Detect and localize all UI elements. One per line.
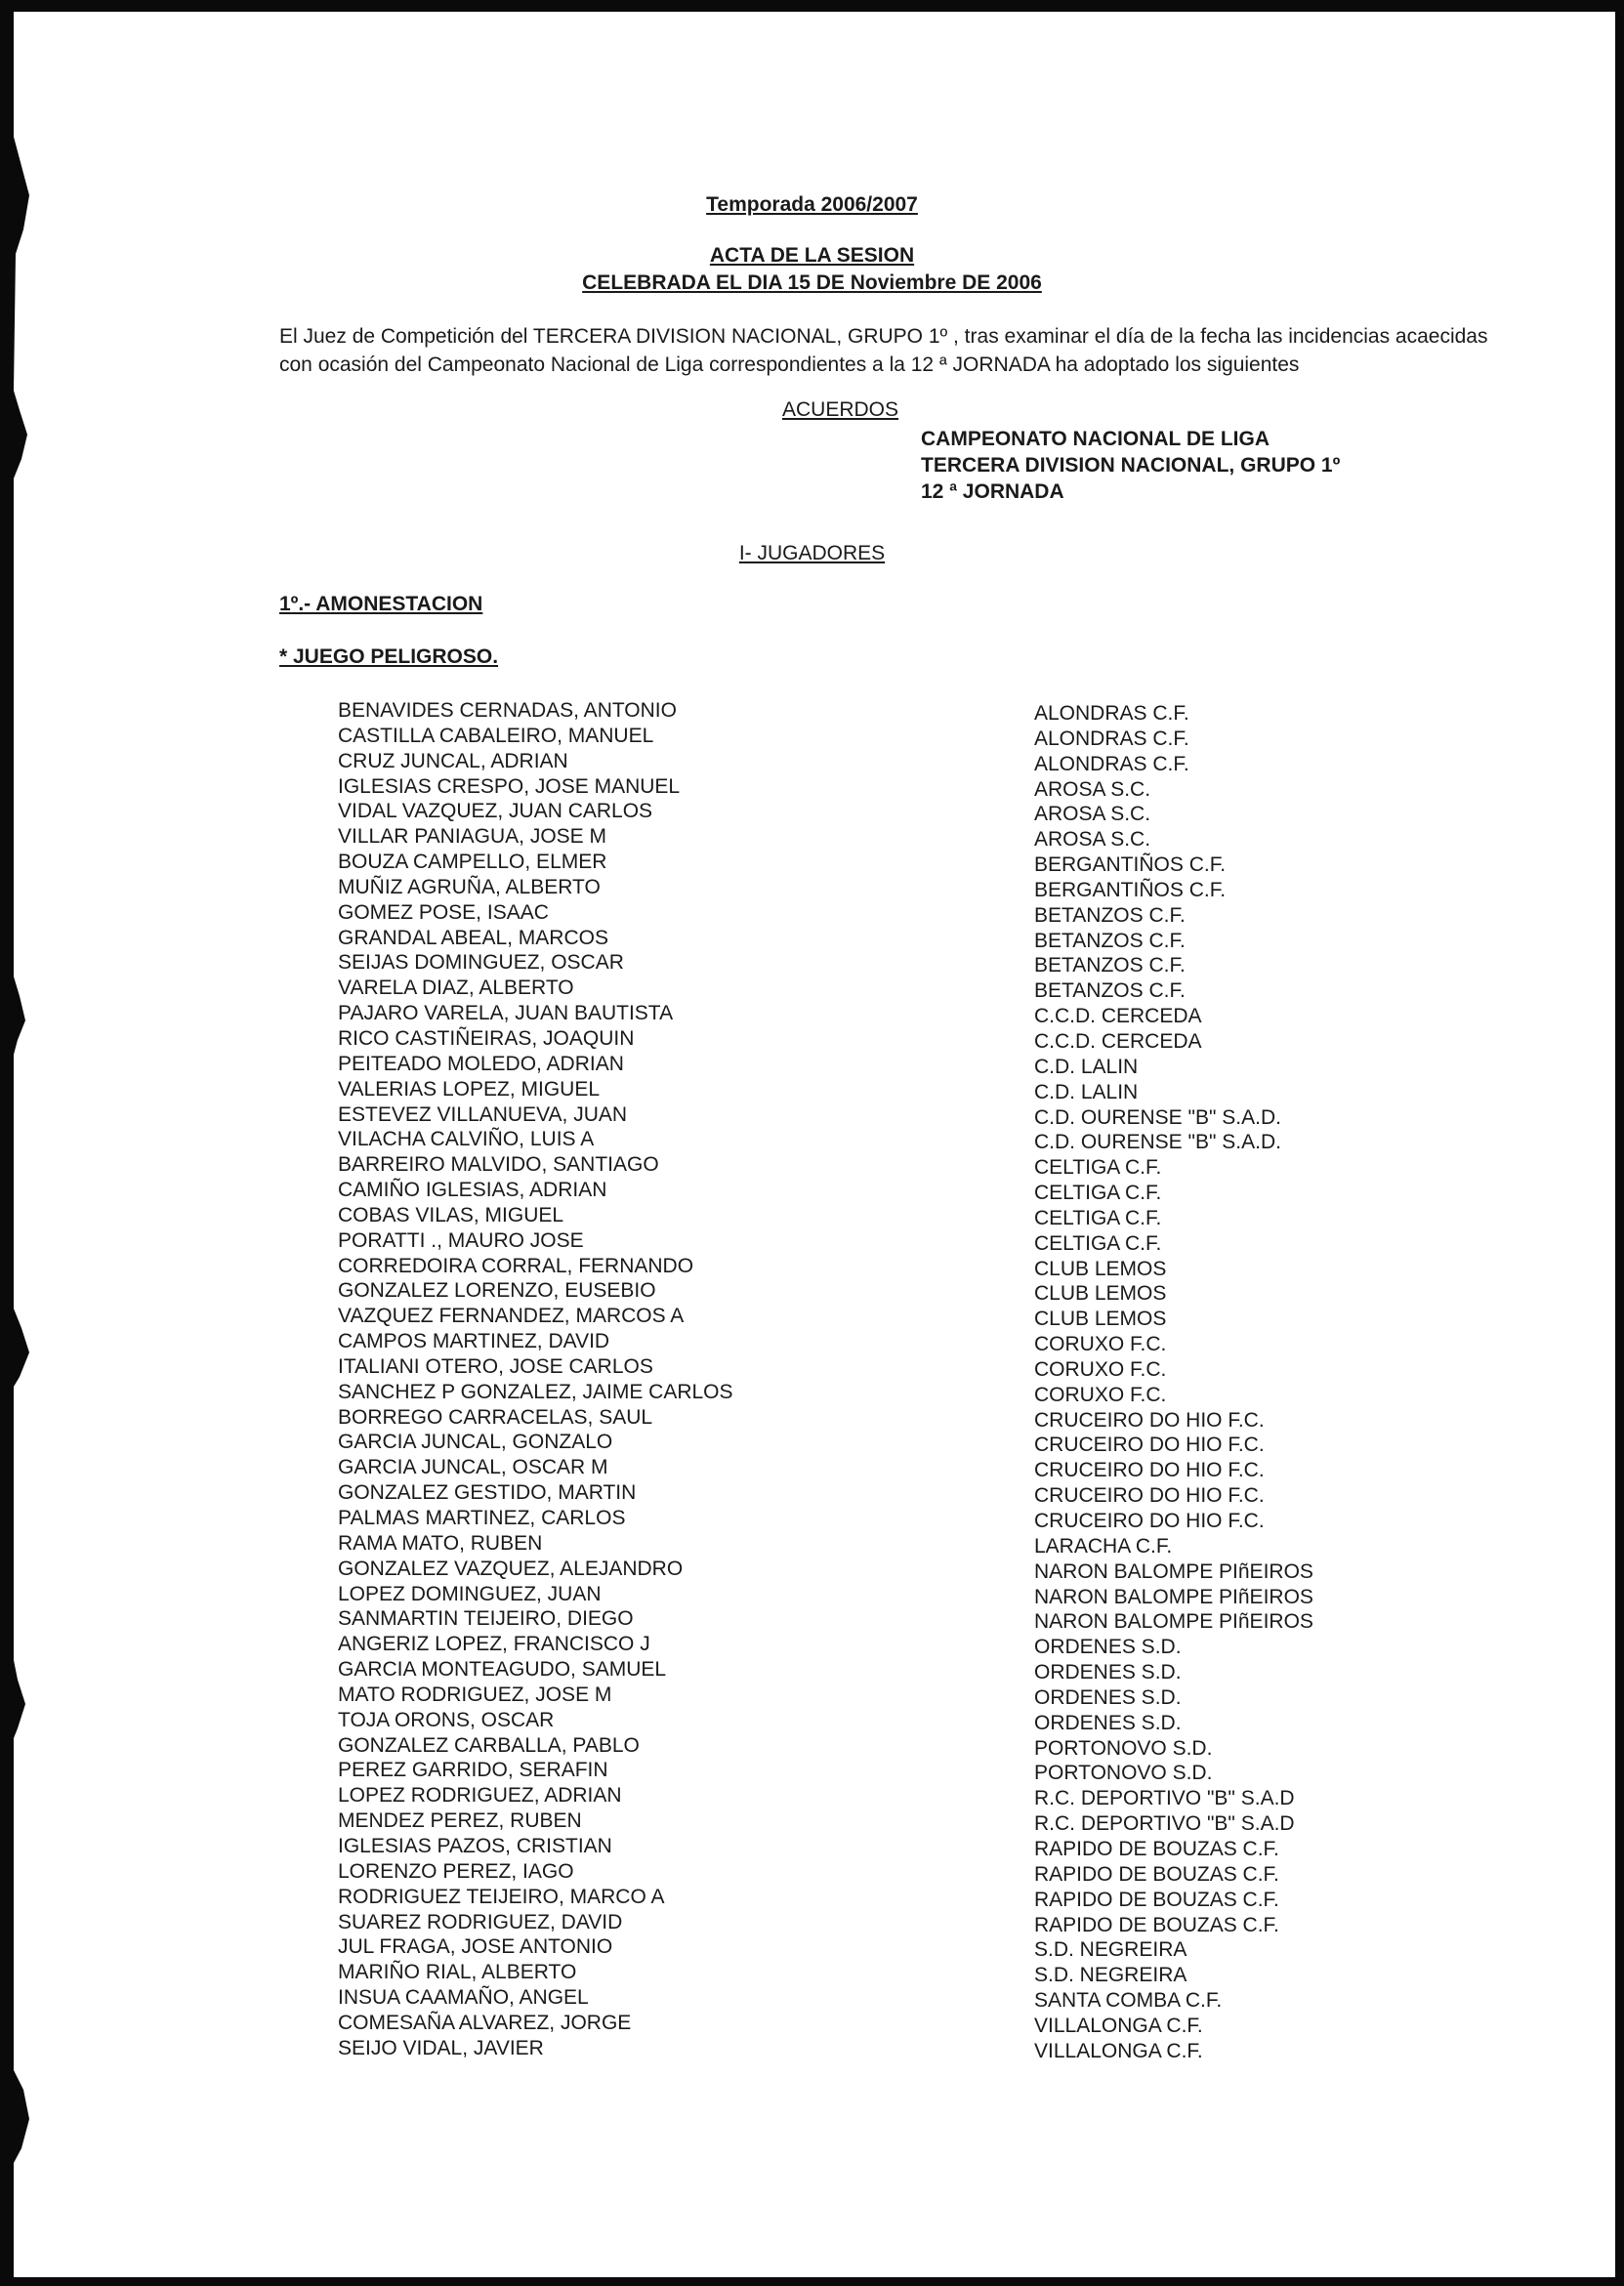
club-name: AROSA S.C. [1034,777,1151,801]
player-name: COBAS VILAS, MIGUEL [338,1203,564,1226]
club-name: CRUCEIRO DO HIO F.C. [1034,1459,1265,1482]
club-name: S.D. NEGREIRA [1034,1938,1187,1962]
competition-line-3: 12 ª JORNADA [921,480,1064,503]
player-name: VILLAR PANIAGUA, JOSE M [338,825,607,849]
player-name: VILACHA CALVIÑO, LUIS A [338,1128,595,1151]
player-name: IGLESIAS CRESPO, JOSE MANUEL [338,774,681,798]
player-list [338,698,733,2061]
club-name: CLUB LEMOS [1034,1308,1167,1331]
player-name: GARCIA JUNCAL, GONZALO [338,1431,613,1454]
player-name: INSUA CAAMAÑO, ANGEL [338,1986,589,2010]
club-name: BERGANTIÑOS C.F. [1034,878,1227,901]
club-name: CRUCEIRO DO HIO F.C. [1034,1484,1265,1508]
player-name: VAZQUEZ FERNANDEZ, MARCOS A [338,1305,685,1328]
player-name: PALMAS MARTINEZ, CARLOS [338,1507,626,1529]
club-name: PORTONOVO S.D. [1034,1762,1213,1785]
club-name: RAPIDO DE BOUZAS C.F. [1034,1862,1279,1886]
player-name: GONZALEZ CARBALLA, PABLO [338,1733,640,1757]
club-name: NARON BALOMPE PIñEIROS [1034,1585,1313,1608]
player-name: SANCHEZ P GONZALEZ, JAIME CARLOS [338,1380,733,1403]
player-name: BENAVIDES CERNADAS, ANTONIO [338,699,677,722]
section-title-wrap [0,542,1624,565]
club-name: CELTIGA C.F. [1034,1182,1162,1205]
player-name: RODRIGUEZ TEIJEIRO, MARCO A [338,1885,665,1908]
intro-paragraph: El Juez de Competición del TERCERA DIVISION NACIONAL, GRUPO 1º , tras examinar el día de la fecha las incidencias acaecidas con ocasión del Campeonato Nacional de Liga correspondientes a la 12 ª JORNADA ha adoptado los siguientes [279,325,1488,376]
player-name: ITALIANI OTERO, JOSE CARLOS [338,1354,653,1378]
season-header [0,193,1624,217]
club-name: ORDENES S.D. [1034,1661,1182,1684]
club-name: CORUXO F.C. [1034,1383,1167,1406]
club-name: BETANZOS C.F. [1034,954,1186,977]
club-name: CELTIGA C.F. [1034,1156,1162,1180]
player-name: RICO CASTIÑEIRAS, JOAQUIN [338,1026,635,1050]
club-name: C.C.D. CERCEDA [1034,1029,1202,1053]
acuerdos-label: ACUERDOS [782,398,899,421]
player-name: LOPEZ RODRIGUEZ, ADRIAN [338,1784,622,1808]
player-name: CASTILLA CABALEIRO, MANUEL [338,724,654,747]
club-name: CLUB LEMOS [1034,1282,1167,1306]
club-name: RAPIDO DE BOUZAS C.F. [1034,1913,1279,1936]
player-name: GRANDAL ABEAL, MARCOS [338,926,608,949]
player-name: TOJA ORONS, OSCAR [338,1708,555,1731]
player-name: MATO RODRIGUEZ, JOSE M [338,1683,612,1706]
club-name: ALONDRAS C.F. [1034,727,1189,750]
player-name: VARELA DIAZ, ALBERTO [338,977,574,1000]
player-name: SUAREZ RODRIGUEZ, DAVID [338,1910,623,1933]
club-name: C.D. OURENSE "B" S.A.D. [1034,1131,1281,1154]
player-name: GARCIA JUNCAL, OSCAR M [338,1456,608,1479]
club-name: RAPIDO DE BOUZAS C.F. [1034,1837,1279,1860]
player-name: BARREIRO MALVIDO, SANTIAGO [338,1153,659,1177]
club-name: R.C. DEPORTIVO "B" S.A.D [1034,1812,1295,1836]
club-name: CRUCEIRO DO HIO F.C. [1034,1408,1265,1432]
club-name: AROSA S.C. [1034,828,1151,852]
player-name: PEITEADO MOLEDO, ADRIAN [338,1052,624,1075]
club-name: C.D. LALIN [1034,1055,1139,1078]
club-name: CRUCEIRO DO HIO F.C. [1034,1510,1265,1532]
club-name: NARON BALOMPE PIñEIROS [1034,1559,1313,1583]
club-name: SANTA COMBA C.F. [1034,1989,1223,2013]
competition-line-1: CAMPEONATO NACIONAL DE LIGA [921,428,1270,450]
club-name: PORTONOVO S.D. [1034,1736,1213,1760]
club-name: CRUCEIRO DO HIO F.C. [1034,1434,1265,1457]
player-name: CAMIÑO IGLESIAS, ADRIAN [338,1179,607,1202]
section-title: I- JUGADORES [738,542,886,564]
player-name: CAMPOS MARTINEZ, DAVID [338,1330,610,1353]
club-name: R.C. DEPORTIVO "B" S.A.D [1034,1787,1295,1810]
club-name: CORUXO F.C. [1034,1357,1167,1381]
club-name: BETANZOS C.F. [1034,929,1186,952]
player-name: LOPEZ DOMINGUEZ, JUAN [338,1582,602,1605]
player-name: GONZALEZ GESTIDO, MARTIN [338,1481,637,1505]
player-name: SEIJAS DOMINGUEZ, OSCAR [338,951,624,975]
player-name: JUL FRAGA, JOSE ANTONIO [338,1935,613,1959]
player-name: GONZALEZ LORENZO, EUSEBIO [338,1279,656,1303]
club-name: LARACHA C.F. [1034,1534,1173,1558]
acta-title: ACTA DE LA SESION [709,244,915,267]
competition-block [921,426,1340,505]
club-name: CLUB LEMOS [1034,1257,1167,1280]
club-name: CELTIGA C.F. [1034,1231,1162,1255]
player-name: GOMEZ POSE, ISAAC [338,900,549,924]
torn-left-edge [0,0,39,2286]
player-name: BOUZA CAMPELLO, ELMER [338,851,607,874]
club-list [1034,701,1313,2064]
club-name: ORDENES S.D. [1034,1711,1182,1734]
player-name: SANMARTIN TEIJEIRO, DIEGO [338,1607,634,1631]
club-name: NARON BALOMPE PIñEIROS [1034,1610,1313,1634]
club-name: BERGANTIÑOS C.F. [1034,853,1227,877]
player-name: COMESAÑA ALVAREZ, JORGE [338,2011,632,2034]
club-name: VILLALONGA C.F. [1034,2014,1203,2037]
player-name: SEIJO VIDAL, JAVIER [338,2036,544,2059]
player-name: GARCIA MONTEAGUDO, SAMUEL [338,1658,667,1682]
club-name: S.D. NEGREIRA [1034,1964,1187,1987]
club-name: VILLALONGA C.F. [1034,2039,1203,2062]
club-name: C.D. OURENSE "B" S.A.D. [1034,1105,1281,1129]
club-name: ORDENES S.D. [1034,1685,1182,1709]
player-name: PORATTI ., MAURO JOSE [338,1228,584,1252]
sanction-heading: 1º.- AMONESTACION [279,593,483,615]
acta-date: CELEBRADA EL DIA 15 DE Noviembre DE 2006 [582,271,1042,294]
player-name: PAJARO VARELA, JUAN BAUTISTA [338,1002,674,1025]
player-name: VALERIAS LOPEZ, MIGUEL [338,1077,601,1101]
club-name: CELTIGA C.F. [1034,1206,1162,1229]
club-name: AROSA S.C. [1034,803,1151,826]
competition-line-2: TERCERA DIVISION NACIONAL, GRUPO 1º [921,454,1341,477]
player-name: GONZALEZ VAZQUEZ, ALEJANDRO [338,1557,684,1580]
player-name: MUÑIZ AGRUÑA, ALBERTO [338,875,601,898]
player-name: PEREZ GARRIDO, SERAFIN [338,1759,608,1782]
club-name: ORDENES S.D. [1034,1636,1182,1659]
club-name: C.C.D. CERCEDA [1034,1005,1202,1028]
player-name: CORREDOIRA CORRAL, FERNANDO [338,1254,694,1277]
player-name: ANGERIZ LOPEZ, FRANCISCO J [338,1633,650,1656]
club-name: BETANZOS C.F. [1034,903,1186,927]
player-name: MENDEZ PEREZ, RUBEN [338,1809,582,1833]
club-name: BETANZOS C.F. [1034,979,1186,1003]
club-name: ALONDRAS C.F. [1034,702,1189,725]
club-name: CORUXO F.C. [1034,1333,1167,1356]
club-name: RAPIDO DE BOUZAS C.F. [1034,1888,1279,1911]
player-name: RAMA MATO, RUBEN [338,1531,543,1555]
player-name: MARIÑO RIAL, ALBERTO [338,1961,577,1984]
player-name: IGLESIAS PAZOS, CRISTIAN [338,1834,612,1857]
player-name: BORREGO CARRACELAS, SAUL [338,1405,653,1429]
club-name: C.D. LALIN [1034,1080,1139,1103]
player-name: ESTEVEZ VILLANUEVA, JUAN [338,1102,628,1126]
player-name: VIDAL VAZQUEZ, JUAN CARLOS [338,800,653,823]
player-name: CRUZ JUNCAL, ADRIAN [338,749,568,772]
acta-header-1 [0,244,1624,268]
season-title: Temporada 2006/2007 [706,193,918,216]
acta-header-2 [0,271,1624,295]
club-name: ALONDRAS C.F. [1034,752,1189,775]
player-name: LORENZO PEREZ, IAGO [338,1859,574,1883]
reason-heading: * JUEGO PELIGROSO. [279,645,499,668]
